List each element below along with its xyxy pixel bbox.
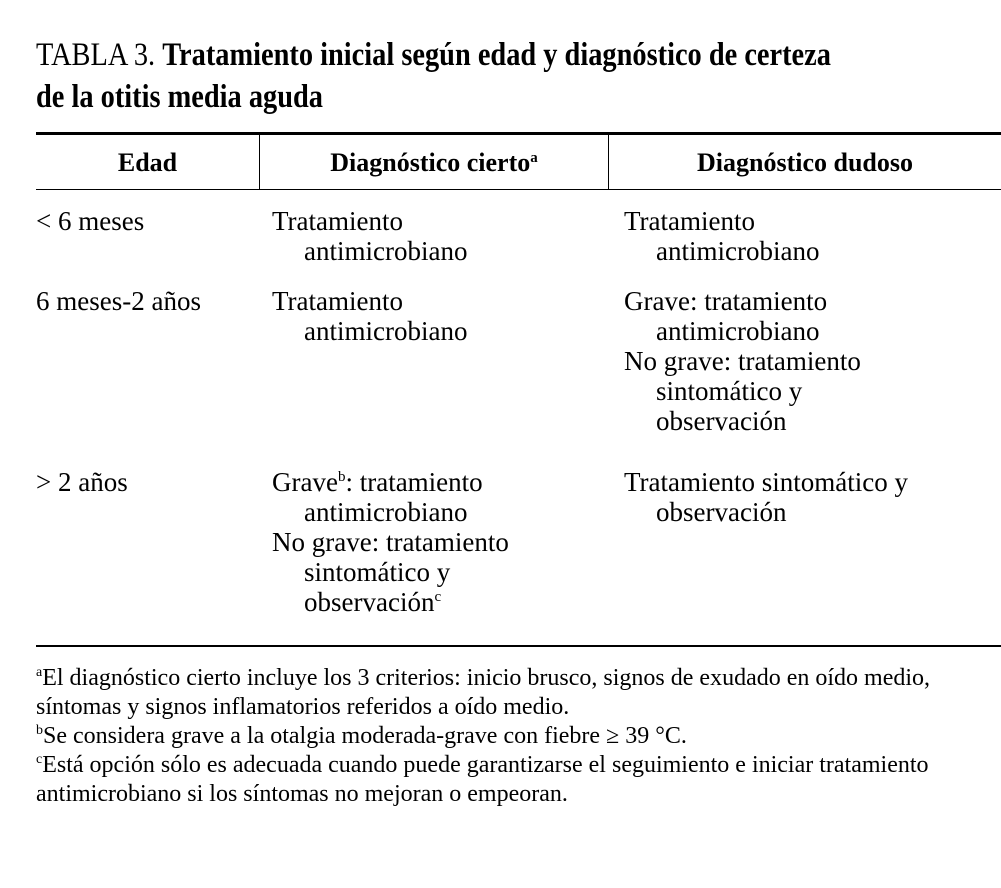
- table-title: [36, 34, 862, 118]
- table-row-1-edad: < 6 meses: [36, 206, 145, 236]
- cell-entry: Tratamiento antimicrobiano: [624, 206, 820, 266]
- footnote-mark: a: [530, 150, 538, 166]
- footnotes: [36, 664, 986, 809]
- cell-entry: Grave$^b$: tratamiento antimicrobiano: [272, 467, 483, 527]
- header-edad: Edad: [117, 148, 178, 177]
- footnote-b: $^b$Se considera grave a la otalgia moderada-grave con fiebre ≥ 39 °C.: [36, 723, 687, 749]
- header-diagnostico-dudoso: Diagnóstico dudoso: [697, 148, 913, 177]
- cell-entry: Tratamiento antimicrobiano: [272, 206, 468, 266]
- footnote-a: $^a$El diagnóstico cierto incluye los 3 criterios: inicio brusco, signos de exudado en oído medio, síntomas y signos inflamatorios referidos a oído medio.: [36, 665, 931, 720]
- table-row-3-edad: > 2 años: [36, 467, 128, 497]
- footnote-mark: b: [337, 469, 346, 485]
- cell-entry: No grave: tratamiento sintomático y observación: [624, 346, 861, 436]
- bottom-rule: [36, 645, 1001, 647]
- header-diagnostico-cierto: Diagnóstico cierto$^a$: [330, 148, 538, 177]
- footnote-c: $^c$Está opción sólo es adecuada cuando puede garantizarse el seguimiento e iniciar tratamiento antimicrobiano si los síntomas no mejoran o empeoran.: [36, 752, 929, 807]
- top-rule: [36, 132, 1001, 135]
- table-row-2-dudoso: [624, 286, 914, 436]
- table-row-1-cierto: [272, 206, 552, 266]
- table-row-1-dudoso: [624, 206, 914, 266]
- cell-entry: Tratamiento antimicrobiano: [272, 286, 468, 346]
- cell-entry: No grave: tratamiento sintomático y observación$^c$: [272, 527, 509, 617]
- cell-entry: Tratamiento sintomático y observación: [624, 467, 908, 527]
- header-rule: [36, 189, 1001, 190]
- table-row-2-edad: 6 meses-2 años: [36, 286, 201, 316]
- table-row-3-cierto: [272, 467, 564, 617]
- table-caption: Tratamiento inicial según edad y diagnóstico de certeza de la otitis media aguda: [36, 37, 831, 115]
- cell-entry: Grave: tratamiento antimicrobiano: [624, 286, 828, 346]
- table-label: TABLA 3.: [36, 37, 156, 73]
- table-row-3-dudoso: [624, 467, 994, 527]
- footnote-mark: c: [434, 589, 442, 605]
- table-row-2-cierto: [272, 286, 552, 346]
